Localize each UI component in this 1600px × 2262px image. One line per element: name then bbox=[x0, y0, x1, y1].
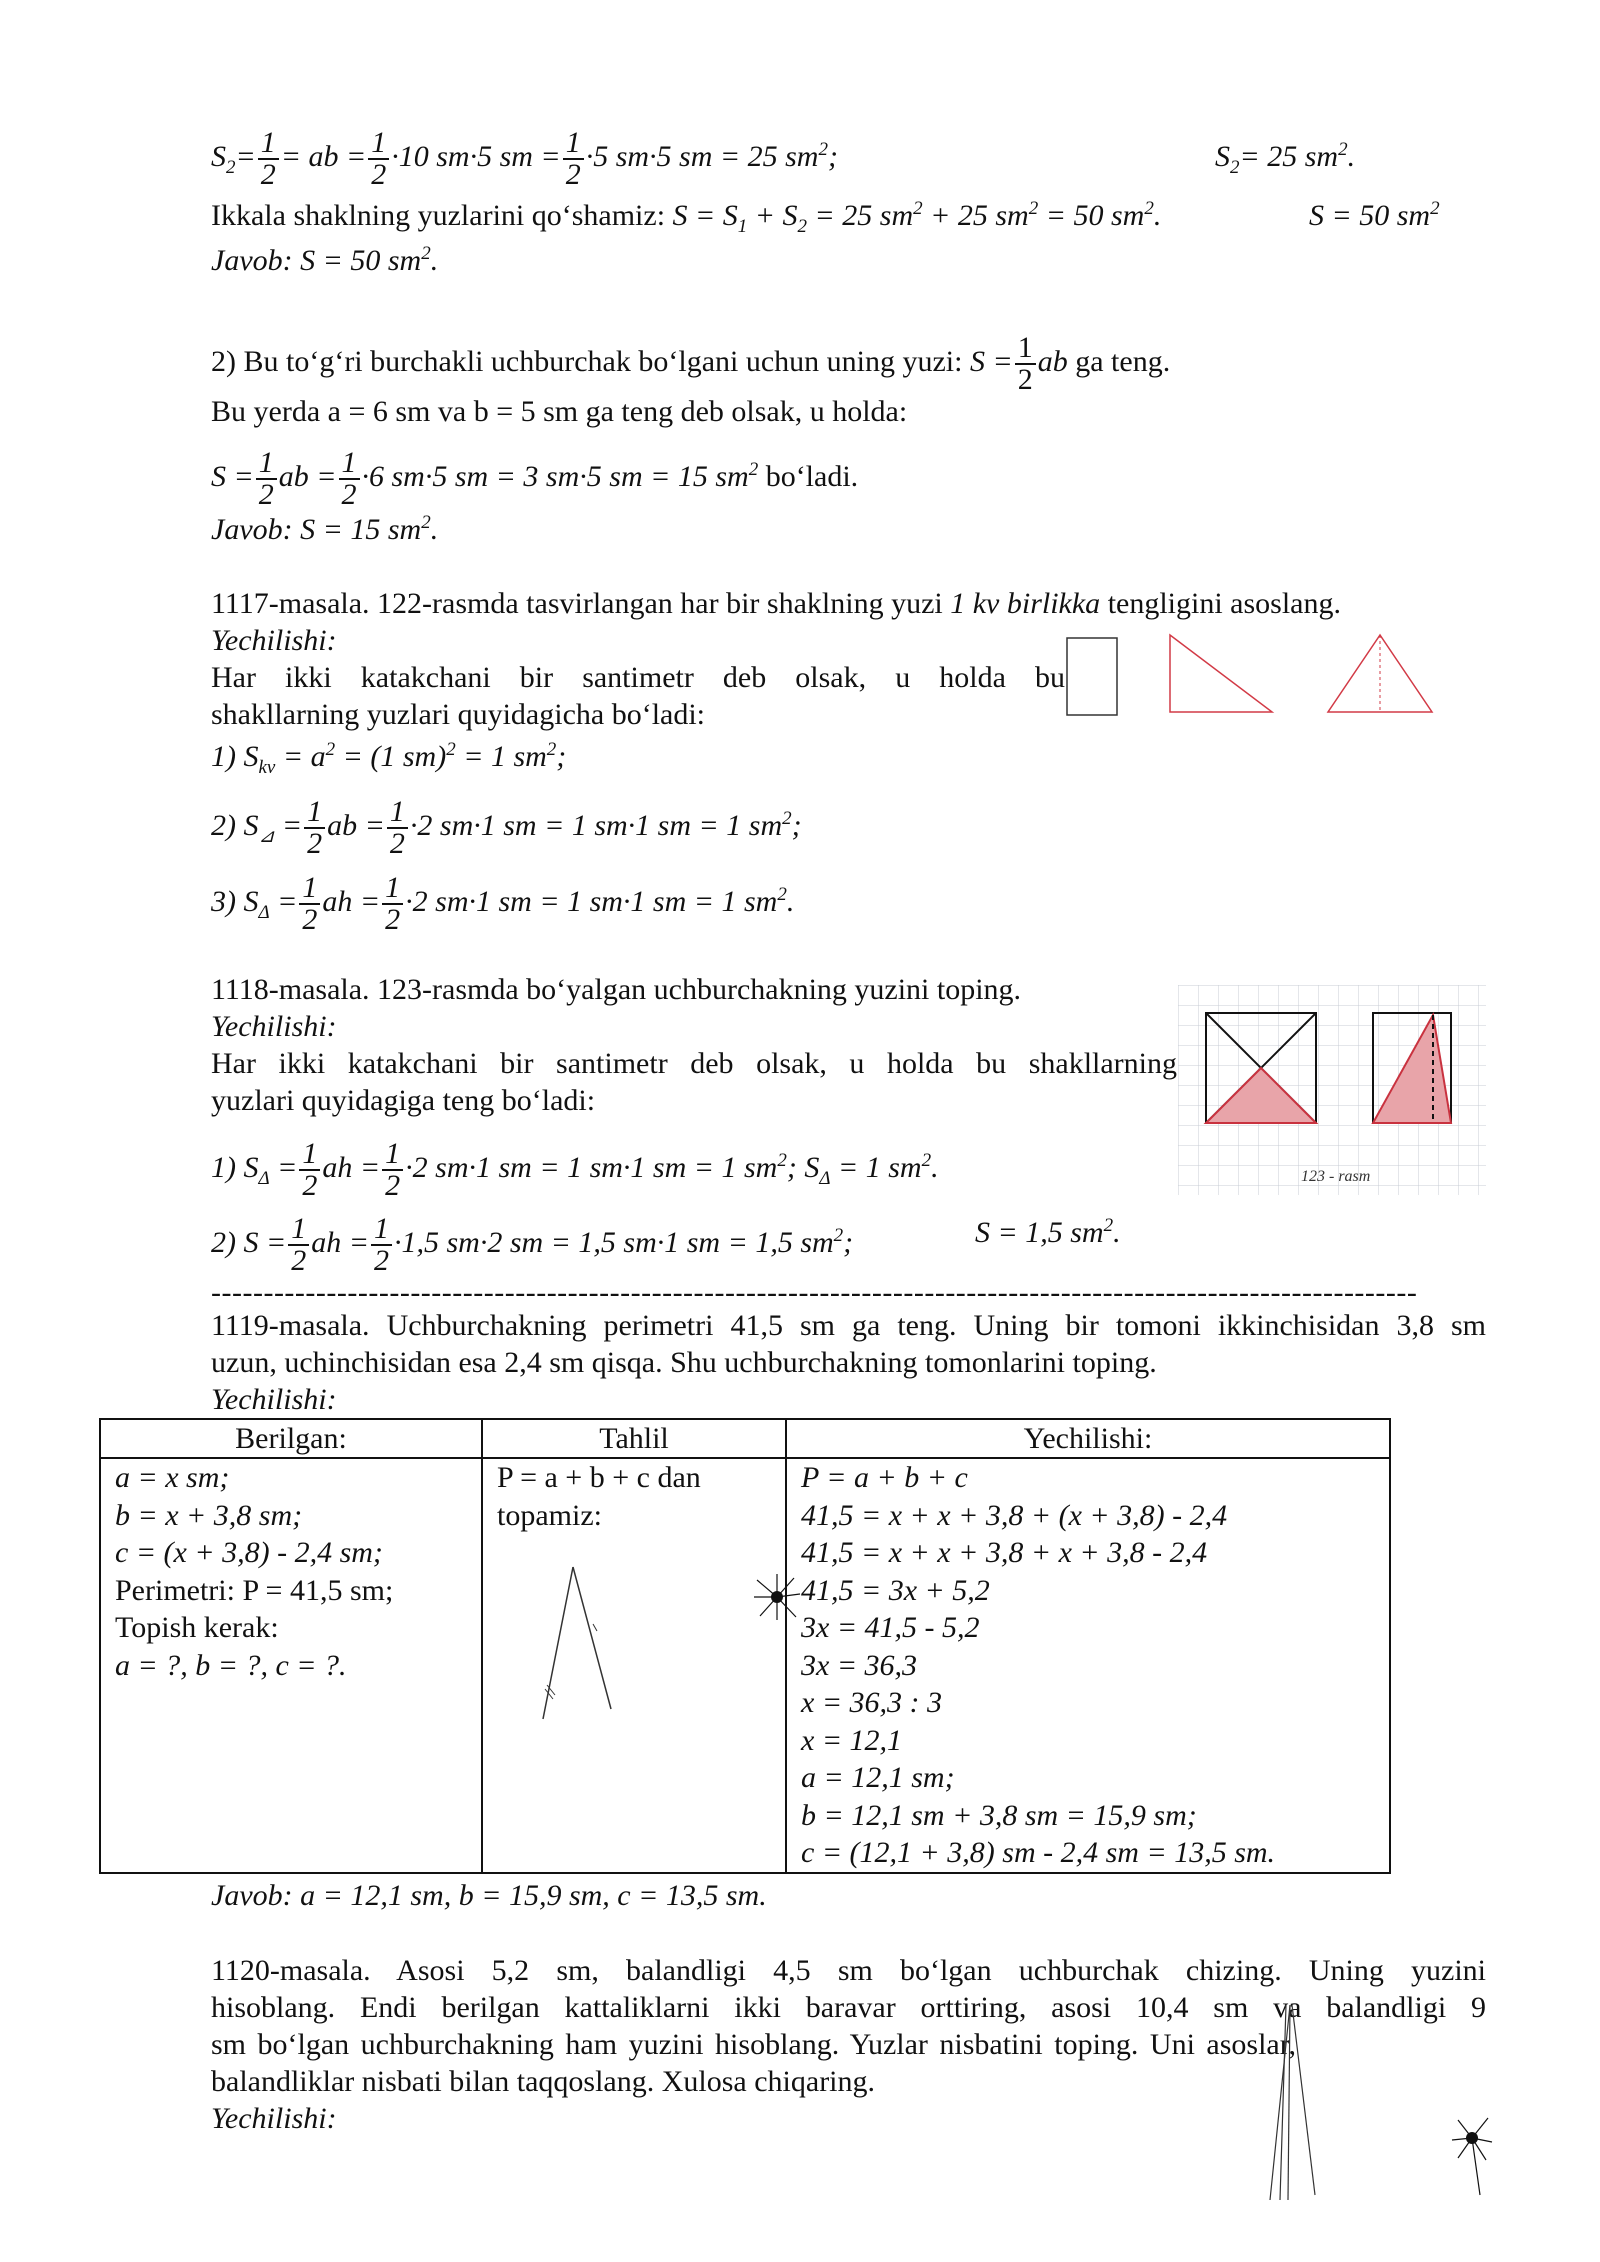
given-line: a = ?, b = ?, c = ?. bbox=[115, 1648, 347, 1682]
solution-table bbox=[99, 1418, 1391, 1874]
fraction: $\frac{1}{2}$ bbox=[339, 448, 360, 510]
problem-1118-solution-label: Yechilishi: bbox=[211, 1010, 337, 1043]
fraction: $\frac{1}{2}$ bbox=[304, 797, 325, 859]
fraction: $\frac{1}{2}$ bbox=[299, 873, 320, 935]
fraction: $\frac{1}{2}$ bbox=[299, 1139, 320, 1201]
problem-1120-line4: balandliklar nisbati bilan taqqoslang. Xulosa chiqaring. bbox=[211, 2065, 876, 2098]
answer-1119: Javob: a = 12,1 sm, b = 15,9 sm, c = 13,5 sm. bbox=[211, 1879, 767, 1912]
header-analysis: Tahlil bbox=[482, 1419, 786, 1458]
problem-1117-eq2: 2) $S_⊿$ = $\frac{1}{2}$ ab = $\frac{1}{2}$ ·2 sm·1 sm = 1 sm·1 sm = 1 $sm^2$; bbox=[211, 795, 802, 860]
solution-line: 41,5 = 3x + 5,2 bbox=[801, 1573, 990, 1607]
given-line: b = x + 3,8 sm; bbox=[115, 1498, 303, 1532]
solution-cell bbox=[786, 1458, 1390, 1873]
problem-1117-eq1: 1) $S_{kv} = a^2 = (1$ sm)$^2$ = 1 $sm^2$; bbox=[211, 739, 567, 778]
fraction: $\frac{1}{2}$ bbox=[382, 1139, 403, 1201]
problem-1117-title: 1117-masala. 122-rasmda tasvirlangan har bir shaklning yuzi 1 kv birlikka tengligini asoslang. bbox=[211, 587, 1341, 620]
fraction: $\frac{1}{2}$ bbox=[563, 128, 584, 190]
problem-1119-solution-label: Yechilishi: bbox=[211, 1383, 337, 1416]
problem-1118-eq2: 2) S = $\frac{1}{2}$ ah = $\frac{1}{2}$ ·1,5 sm·2 sm = 1,5 sm·1 sm = 1,5 $sm^2$; bbox=[211, 1212, 854, 1277]
problem-1117-text1: Har ikki katakchani bir santimetr deb olsak, u holda bu bbox=[211, 661, 1065, 694]
answer-1: Javob: S = 50 $sm^2$. bbox=[211, 243, 439, 277]
solution-line: 3x = 36,3 bbox=[801, 1648, 918, 1682]
fraction: $\frac{1}{2}$ bbox=[288, 1214, 309, 1276]
problem-1118-title: 1118-masala. 123-rasmda bo‘yalgan uchburchakning yuzini toping. bbox=[211, 973, 1022, 1006]
solution-line: 41,5 = x + x + 3,8 + (x + 3,8) - 2,4 bbox=[801, 1498, 1228, 1532]
solution-line: a = 12,1 sm; bbox=[801, 1761, 955, 1794]
solution-line: P = a + b + c bbox=[801, 1461, 968, 1494]
header-solution: Yechilishi: bbox=[786, 1419, 1390, 1458]
problem-1117-eq3: 3) $S_\Delta$ = $\frac{1}{2}$ ah = $\frac{1}{2}$ ·2 sm·1 sm = 1 sm·1 sm = 1 $sm^2$. bbox=[211, 871, 795, 936]
solution-line: 41,5 = x + x + 3,8 + x + 3,8 - 2,4 bbox=[801, 1536, 1208, 1569]
triangle-sketch bbox=[523, 1559, 643, 1729]
solution-line: x = 12,1 bbox=[801, 1723, 903, 1757]
fraction: $\frac{1}{2}$ bbox=[256, 448, 277, 510]
solution-line: x = 36,3 : 3 bbox=[801, 1686, 943, 1719]
given-line: c = (x + 3,8) - 2,4 sm; bbox=[115, 1536, 383, 1569]
stray-lines bbox=[1260, 2000, 1340, 2210]
problem-1118-result: S = 1,5 $sm^2$. bbox=[975, 1215, 1121, 1249]
spider-mark-icon bbox=[1450, 2110, 1495, 2200]
problem-1120-solution-label: Yechilishi: bbox=[211, 2102, 337, 2135]
given-line: Topish kerak: bbox=[115, 1611, 279, 1644]
fraction: $\frac{1}{2}$ bbox=[371, 1214, 392, 1276]
problem-1119-line2: uzun, uchinchisidan esa 2,4 sm qisqa. Shu uchburchakning tomonlarini toping. bbox=[211, 1346, 1157, 1379]
problem-1118-text1: Har ikki katakchani bir santimetr deb olsak, u holda bu shakllarning bbox=[211, 1047, 1177, 1080]
given-line: a = x sm; bbox=[115, 1461, 230, 1494]
right-triangle-shape bbox=[1170, 635, 1272, 712]
sum-line: Ikkala shaklning yuzlarini qo‘shamiz: $S = S_1 + S_2 = 25$ $sm^2 + 25$ $sm^2 = 50$ $sm^2$. bbox=[211, 198, 1162, 237]
problem-1120-line1: 1120-masala. Asosi 5,2 sm, balandligi 4,5 sm bo‘lgan uchburchak chizing. Uning yuzini bbox=[211, 1954, 1486, 1987]
fraction: $\frac{1}{2}$ bbox=[258, 128, 279, 190]
part2-line3: S = $\frac{1}{2}$ ab = $\frac{1}{2}$ ·6 sm·5 sm = 3 sm·5 sm = 15 $sm^2$ bo‘ladi. bbox=[211, 446, 859, 511]
problem-1120-line2: hisoblang. Endi berilgan kattaliklarni ikki baravar orttiring, asosi 10,4 sm va balandligi 9 bbox=[211, 1991, 1486, 2024]
s2-equation: $S_2=$ $\frac{1}{2}$ = ab = $\frac{1}{2}$ ·10 sm·5 sm = $\frac{1}{2}$ ·5 sm·5 sm = 25 $sm^2$; bbox=[211, 126, 838, 191]
analysis-cell bbox=[482, 1458, 786, 1873]
fraction: $\frac{1}{2}$ bbox=[382, 873, 403, 935]
solution-line: c = (12,1 + 3,8) sm - 2,4 sm = 13,5 sm. bbox=[801, 1836, 1276, 1869]
problem-1119-line1: 1119-masala. Uchburchakning perimetri 41,5 sm ga teng. Uning bir tomoni ikkinchisidan 3,8 sm bbox=[211, 1309, 1486, 1342]
figure-caption: 123 - rasm bbox=[1301, 1168, 1371, 1185]
square-shape bbox=[1067, 638, 1117, 715]
analysis-line: P = a + b + c dan bbox=[497, 1461, 701, 1494]
problem-1118-eq1: 1) $S_\Delta$ = $\frac{1}{2}$ ah = $\frac{1}{2}$ ·2 sm·1 sm = 1 sm·1 sm = 1 $sm^2$; $S_\Delta = 1$ $sm^2$. bbox=[211, 1137, 939, 1202]
part2-line2: Bu yerda a = 6 sm va b = 5 sm ga teng deb olsak, u holda: bbox=[211, 395, 908, 428]
problem-1120-line3: sm bo‘lgan uchburchakning ham yuzini hisoblang. Yuzlar nisbatini toping. Uni asoslar, bbox=[211, 2028, 1297, 2061]
problem-1117-solution-label: Yechilishi: bbox=[211, 624, 337, 657]
solution-line: 3x = 41,5 - 5,2 bbox=[801, 1611, 980, 1644]
problem-1117-text2: shakllarning yuzlari quyidagicha bo‘ladi: bbox=[211, 698, 706, 731]
fraction: $\frac{1}{2}$ bbox=[1015, 333, 1036, 395]
sum-result: S = 50 $sm^2$ bbox=[1309, 198, 1440, 232]
answer-2: Javob: S = 15 $sm^2$. bbox=[211, 512, 439, 546]
fraction: $\frac{1}{2}$ bbox=[387, 797, 408, 859]
spider-mark-icon bbox=[752, 1572, 802, 1622]
header-given: Berilgan: bbox=[100, 1419, 482, 1458]
given-line: Perimetri: P = 41,5 sm; bbox=[115, 1573, 394, 1607]
figure-123 bbox=[1178, 985, 1486, 1195]
figure-122-shapes bbox=[1060, 630, 1460, 720]
fraction: $\frac{1}{2}$ bbox=[368, 128, 389, 190]
problem-1118-text2: yuzlari quyidagiga teng bo‘ladi: bbox=[211, 1084, 596, 1117]
analysis-line: topamiz: bbox=[497, 1498, 602, 1532]
separator-line: ------------------------------------------------------------------------------------------------------------------- bbox=[211, 1276, 1418, 1309]
given-cell bbox=[100, 1458, 482, 1873]
part2-line1: 2) Bu to‘g‘ri burchakli uchburchak bo‘lgani uchun uning yuzi: S = $\frac{1}{2}$ ab ga teng. bbox=[211, 331, 1171, 396]
s2-result: $S_2= 25$ $sm^2$. bbox=[1215, 139, 1356, 178]
solution-line: b = 12,1 sm + 3,8 sm = 15,9 sm; bbox=[801, 1798, 1197, 1832]
